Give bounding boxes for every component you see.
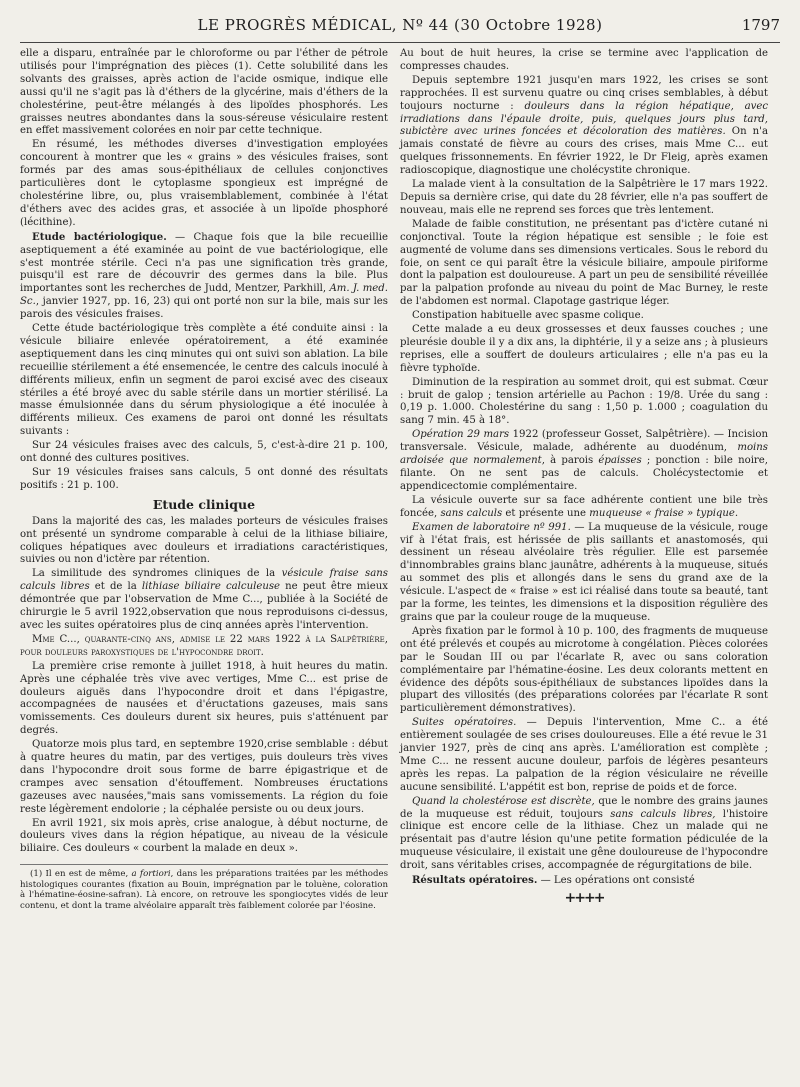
paragraph: Diminution de la respiration au sommet droit, qui est submat. Cœur : bruit de galop ; tension artérielle au Pachon : 19/8. Urée du sang : 0,19 p. 1.000. Cholestérine du sang : 1,50 p. 1.000 ; coagulation du sang 7 min. 45 à 18°. [400, 376, 768, 427]
page-number: 1797 [741, 16, 780, 34]
paragraph: Sur 19 vésicules fraises sans calculs, 5 ont donné des résultats positifs : 21 p. 100. [20, 467, 388, 491]
run-in-heading: Etude bactériologique. [32, 230, 167, 243]
journal-reference: Am. J. med. Sc. [20, 283, 388, 308]
paragraph: Après fixation par le formol à 10 p. 100, des fragments de muqueuse ont été prélevés et coupés au microtome à congélation. Pièces colorées par le Soudan III ou par l'écarlate R, avec ou sans coloration complémentaire par l'hématine-éosine. Les deux colorants mettent en évidence des dépôts sous-épithéliaux de substances lipoïdes dans la plupart des villosités (des préparations colorées par l'écarlate R sont particulièrement démonstratives). [400, 625, 768, 715]
right-column [400, 48, 768, 905]
paragraph: En avril 1921, six mois après, crise analogue, à début nocturne, de douleurs vives dans la région hépatique, au niveau de la vésicule biliaire. Ces douleurs « courbent la malade en deux ». [20, 817, 388, 855]
paragraph: Résultats opératoires. — Les opérations ont consisté [412, 874, 695, 887]
footnote-text: (1) Il en est de même, a fortiori, dans les préparations traitées par les méthodes histologiques courantes (fixation au Bouin, imprégnation par le toluène, coloration à l'hématine-éosine-safran). Là encore, on retrouve les spongiocytes vidés de leur contenu, et dont la trame alvéolaire apparaît très faiblement colorée par l'éosine. [20, 869, 388, 912]
paragraph: Au bout de huit heures, la crise se termine avec l'application de compresses chaudes. [400, 48, 768, 72]
paragraph: La malade vient à la consultation de la Salpêtrière le 17 mars 1922. Depuis sa dernière crise, qui date du 28 février, elle n'a pas souffert de nouveau, mais elle ne reprend ses forces que très lentement. [400, 179, 768, 216]
paragraph: Cette étude bactériologique très complète a été conduite ainsi : la vésicule biliaire enlevée opératoirement, a été examinée aseptiquement dans les cinq minutes qui ont suivi son ablation. La bile recueillie stérilement a été ensemencée, le centre des calculs inoculé à différents milieux, enfin un segment de paroi excisé avec des ciseaux stériles a été broyé avec du sable stérile dans un mortier stérilisé. La masse émulsionnée dans du sérum physiologique a été inoculée à différents milieux. Ces examens de paroi ont donné les résultats suivants : [20, 323, 388, 438]
observation-title: Mme C..., quarante-cinq ans, admise le 22 mars 1922 à la Salpêtrière, pour douleurs paroxystiques de l'hypocondre droit. [20, 633, 388, 658]
paragraph: Quatorze mois plus tard, en septembre 1920,crise semblable : début à quatre heures du matin, par des vertiges, puis douleurs très vives dans l'hypocondre droit sous forme de barre épigastrique et de crampes avec sensation d'étouffement. Nombreuses éructations gazeuses avec nausées,"mais sans vomissements. La région du foie reste légèrement endolorie ; la céphalée persiste ou ou deux jours. [20, 739, 388, 815]
section-heading: Etude clinique [152, 496, 256, 512]
running-header [20, 12, 780, 43]
journal-title: LE PROGRÈS MÉDICAL, Nº 44 (30 Octobre 1928) [197, 16, 603, 34]
paragraph: Malade de faible constitution, ne présentant pas d'ictère cutané ni conjonctival. Toute la région hépatique est sensible ; le foie est augmenté de volume dans ses dimensions verticales. Sous le rebord du foie, on sent ce qui paraît être la vésicule biliaire, ampoule piriforme dont la palpation est douloureuse. A part un peu de sensibilité réveillée par la palpation profonde au niveau du point de Mac Burney, le reste de l'abdomen est normal. Clapotage gastrique léger. [400, 218, 768, 308]
paragraph: Depuis septembre 1921 jusqu'en mars 1922, les crises se sont rapprochées. Il est survenu quatre ou cinq crises semblables, à début toujours nocturne : douleurs dans la région hépatique, avec irradiations dans l'épaule droite, puis, quelques jours plus tard, subictère avec urines foncées et décoloration des matières. On n'a jamais constaté de fièvre au cours des crises, mais Mme C... eut quelques frissonnements. En février 1922, le Dr Fleig, après examen radioscopique, diagnostique une cholécystite chronique. [400, 74, 768, 177]
paragraph: La première crise remonte à juillet 1918, à huit heures du matin. Après une céphalée très vive avec vertiges, Mme C... est prise de douleurs aiguës dans l'hypocondre droit et dans l'épigastre, accompagnées de nausées et d'éructations gazeuses, mais sans vomissements. Ces douleurs durent six heures, puis s'atténuent par degrés. [20, 660, 388, 737]
paragraph: La vésicule ouverte sur sa face adhérente contient une bile très foncée, sans calculs et présente une muqueuse « fraise » typique. [400, 494, 768, 519]
paragraph: Constipation habituelle avec spasme colique. [412, 310, 644, 322]
paragraph: Dans la majorité des cas, les malades porteurs de vésicules fraises ont présenté un syndrome comparable à celui de la lithiase biliaire, coliques hépatiques avec douleurs et irradiations caractéristiques, suivies ou non d'ictère par rétention. [20, 515, 388, 566]
paragraph: Opération 29 mars 1922 (professeur Gosset, Salpêtrière). — Incision transversale. Vésicule, malade, adhérente au duodénum, moins ardoisée que normalement, à parois épaisses ; ponction : bile noire, filante. On ne sent pas de calculs. Cholécystectomie et appendicectomie complémentaire. [400, 429, 768, 492]
paragraph: En résumé, les méthodes diverses d'investigation employées concourent à montrer que les « grains » des vésicules fraises, sont formés par des amas sous-épithéliaux de cellules conjonctives particulières dont le cytoplasme spongieux est imprégné de cholestérine libre, ou, plus vraisemblablement, combinée à l'état d'éthers avec des acides gras, et associée à un lipoïde phosphoré (lécithine). [20, 139, 388, 228]
paragraph: elle a disparu, entraînée par le chloroforme ou par l'éther de pétrole utilisés pour l'imprégnation des pièces (1). Cette solubilité dans les solvants des graisses, après action de l'acide osmique, indique elle aussi qu'il ne s'agit pas là d'éthers de la glycérine, mais d'éthers de la cholestérine, peut-être mélangés à des lipoïdes phosphorés. Les graisses neutres abondantes dans la sous-séreuse vésiculaire restent en effet massivement colorées en noir par cette technique. [20, 48, 388, 137]
left-column [20, 48, 388, 913]
footnote [20, 864, 388, 911]
paragraph: Cette malade a eu deux grossesses et deux fausses couches ; une pleurésie double il y a dix ans, la diphtérie, il y a seize ans ; à plusieurs reprises, elle a souffert de douleurs articulaires ; elle n'a pas eu la fièvre typhoïde. [400, 324, 768, 374]
paragraph: Etude bactériologique. — Chaque fois que la bile recueillie aseptiquement a été examinée au point de vue bactériologique, elle s'est montrée stérile. Ceci n'a pas une signification très grande, puisqu'il est rare de découvrir des germes dans la bile. Plus importantes sont les recherches de Judd, Mentzer, Parkhill, Am. J. med. Sc., janvier 1927, pp. 16, 23) qui ont porté non sur la bile, mais sur les parois des vésicules fraises. [20, 230, 388, 321]
paragraph: Sur 24 vésicules fraises avec des calculs, 5, c'est-à-dire 21 p. 100, ont donné des cultures positives. [20, 440, 388, 465]
paragraph: Suites opératoires. — Depuis l'intervention, Mme C.. a été entièrement soulagée de ses crises douloureuses. Elle a été revue le 31 janvier 1927, près de cinq ans après. L'amélioration est complète ; Mme C... ne ressent aucune douleur, parfois de légères pesanteurs après les repas. La palpation de la région vésiculaire ne réveille aucune sensibilité. L'appétit est bon, reprise de poids et de force. [400, 717, 768, 793]
page-end-mark: ++++ [564, 890, 604, 906]
paragraph: Examen de laboratoire nº 991. — La muqueuse de la vésicule, rouge vif à l'état frais, est hérissée de plis saillants et anastomosés, qui dessinent un réseau alvéolaire très régulier. Elle est parsemée d'innombrables grains blanc jaunâtre, adhérents à la muqueuse, situés au sommet des plis et allongés dans le sens du grand axe de la vésicule. L'aspect de « fraise » est ici réalisé dans toute sa beauté, tant par la forme, les teintes, les dimensions et la disposition régulière des grains que par la couleur rouge de la muqueuse. [400, 521, 768, 623]
paragraph: La similitude des syndromes cliniques de la vésicule fraise sans calculs libres et de la lithiase biliaire calculeuse ne peut être mieux démontrée que par l'observation de Mme C..., publiée à la Société de chirurgie le 5 avril 1922,observation que nous reproduisons ci-dessus, avec les suites opératoires plus de cinq années après l'intervention. [20, 568, 388, 631]
paragraph: Quand la cholestérose est discrète, que le nombre des grains jaunes de la muqueuse est réduit, toujours sans calculs libres, l'histoire clinique est encore celle de la lithiase. Chez un malade qui ne présentait pas d'autre lésion qu'une petite formation pédiculée de la muqueuse vésiculaire, il existait une gêne douloureuse de l'hypocondre droit, sans véritables crises, accompagnée de régurgitations de bile. [400, 795, 768, 872]
run-in-heading: Résultats opératoires. [412, 874, 538, 887]
